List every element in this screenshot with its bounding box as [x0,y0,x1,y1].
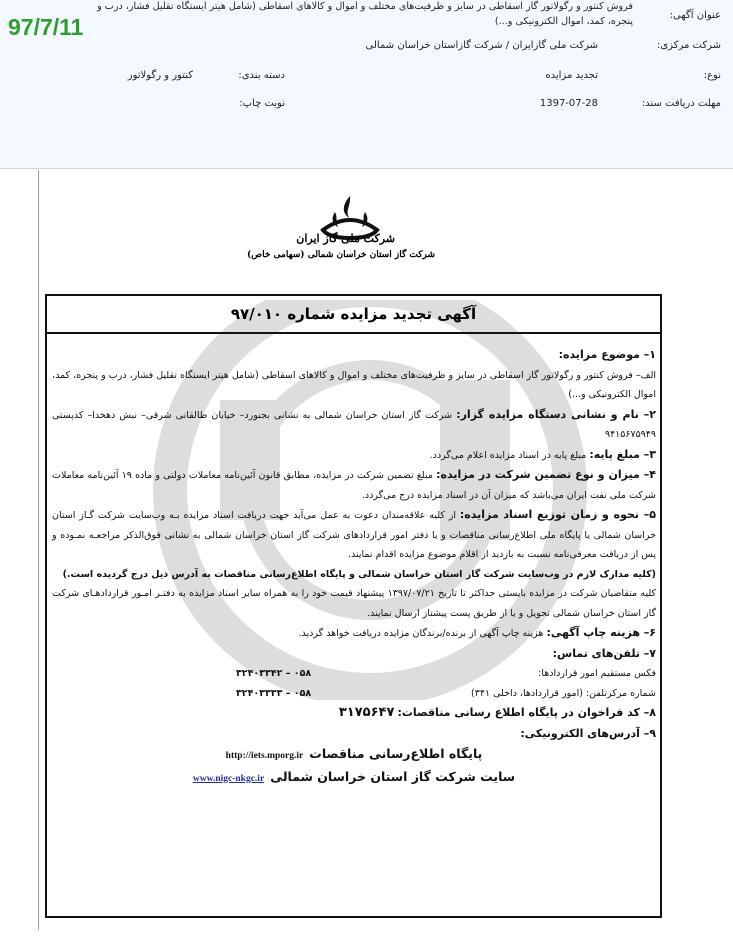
section-2-heading: ۲– نام و نشانی دستگاه مزایده گزار: [456,407,656,421]
section-9 [52,724,656,745]
company-label: شرکت مرکزی: [656,40,721,51]
notice-titlebar [47,296,660,334]
phone-value: ۰۵۸ – ۳۲۴۰۳۳۳۳ [236,687,312,699]
fax-label: فکس مستقیم امور قراردادها: [538,668,656,679]
section-8 [52,703,656,724]
section-3-heading: ۳– مبلغ پایه: [589,447,656,461]
section-1-heading: ۱– موضوع مزایده: [558,348,656,361]
section-1 [52,345,656,405]
type-value: تجدید مزایده [545,70,598,81]
notice-title: آگهی تجدید مزایده شماره ۹۷/۰۱۰ [230,305,477,323]
subject-value-line1: فروش کنتور و رگولاتور گاز اسقاطی در سایز و ظرفیت‌های مختلف و اموال و کالاهای اسقاطی (شامل هیتر ایستگاه تقلیل فشار، درب و [97,1,633,12]
section-2-text: شرکت گاز استان خراسان شمالی به نشانی بجنورد– خیابان طالقانی شرقی– نبش دهخدا– کدپستی ۹۴۱۵۶۷۵۹۴۹ [52,409,656,440]
section-3 [52,445,656,466]
category-value: کنتور و رگولاتور [127,70,193,81]
section-5-note: (کلیه مدارک لازم در وب‌سایت شرکت گاز استان خراسان شمالی و پایگاه اطلاع‌رسانی مناقصات به آدرس ذیل درج گردیده است.) [62,568,656,580]
section-6-text: هزینه چاپ آگهی از برنده/برندگان مزایده دریافت خواهد گردید. [298,628,544,639]
announcement-header [0,0,733,169]
phone-row [236,684,656,704]
section-9-heading: ۹– آدرس‌های الکترونیکی: [520,726,656,740]
section-5-heading: ۵– نحوه و زمان توزیع اسناد مزایده: [459,508,656,521]
section-6-heading: ۶– هزینه چاپ آگهی: [546,626,656,639]
subject-label: عنوان آگهی: [669,10,721,21]
section-7-heading: ۷– تلفن‌های تماس: [552,646,656,660]
section-8-heading: ۸– کد فراخوان در پایگاه اطلاع رسانی مناقصات: [397,706,656,719]
subject-value-line2: پنجره، کمد، اموال الکترونیکی و...) [494,16,633,27]
company-logo [246,190,435,280]
company-value: شرکت ملی گازایران / شرکت گازاستان خراسان شمالی [365,40,598,51]
section-5 [52,505,656,565]
deadline-value: 1397-07-28 [539,98,598,109]
site-label: سایت شرکت گاز استان خراسان شمالی [270,768,516,784]
notice-body [52,345,656,789]
fax-row [236,664,656,684]
section-6 [52,623,656,644]
deadline-label: مهلت دریافت سند: [641,98,721,109]
section-2 [52,405,656,445]
category-label: دسته بندی: [238,70,285,81]
section-3-text: مبلغ پایه در اسناد مزایده اعلام می‌گردد. [429,449,587,461]
site-line [52,767,656,790]
portal-url[interactable]: http://iets.mporg.ir [225,751,304,761]
document-edge [38,170,39,930]
section-7 [52,644,656,665]
logo-line1: شرکت ملی گاز ایران [296,232,395,245]
logo-line2: شرکت گاز استان خراسان شمالی (سهامی خاص) [246,250,435,260]
section-5-text2: کلیه متقاضیان شرکت در مزایده بایستی حداکثر تا تاریخ ۱۳۹۷/۰۷/۲۱ پیشنهاد قیمت خود را به همراه سایر اسناد مزایده به دفتـر امـور قراردادهـای شرکت گاز استان خراسان شمالی تحویل و یا از طریق پست پیشتاز ارسال نمایند. [52,588,656,619]
type-label: نوع: [703,70,721,81]
section-1-text: الف– فروش کنتور و رگولاتور گاز اسقاطی در سایز و ظرفیت‌های مختلف و اموال و کالاهای اسقاطی (شامل هیتر ایستگاه تقلیل فشار، درب و پنجره، کمد، اموال الکترونیکی و...) [52,369,656,400]
section-4-heading: ۴– میزان و نوع تضمین شرکت در مزایده: [436,468,656,481]
date-stamp: 97/7/11 [8,14,84,40]
site-url[interactable]: www.nigc-nkgc.ir [192,773,265,784]
fax-value: ۰۵۸ – ۳۲۴۰۳۳۴۲ [236,668,312,679]
section-4-text: مبلغ تضمین شرکت در مزایده، مطابق قانون آئین‌نامه معاملات دولتی و ماده ۱۹ آئین‌نامه معاملات شرکت ملی نفت ایران می‌باشد که میزان آن در اسناد مزایده درج می‌گردد. [52,470,656,501]
print-label: نوبت چاپ: [239,98,285,109]
phone-label: شماره مرکز‌تلفن: (امور قراردادها، داخلی ۳۴۱) [471,687,656,699]
tender-code: ۳۱۷۵۶۴۷ [338,705,395,720]
portal-line [52,744,656,767]
section-5-text: از کلیه علاقه‌مندان دعوت به عمل می‌آید جهت دریافت اسناد مزایده بـه وب‌سایت شرکت گـاز استان خراسان شمالی یا پایگاه ملی اطلاع‌رسانی مناقصات و یا دفتر امور قراردادهای شرکت گاز استان خراسان شمالی به نشانی فوق‌الذکر مراجعـه نمـوده و پس از دریافت معرفی‌نامه نسبت به بازدید از اقلام موضوع مزایده اقدام نمایند. [52,510,656,560]
section-4 [52,465,656,505]
portal-label: پایگاه اطلاع‌رسانی مناقصات [309,746,483,761]
